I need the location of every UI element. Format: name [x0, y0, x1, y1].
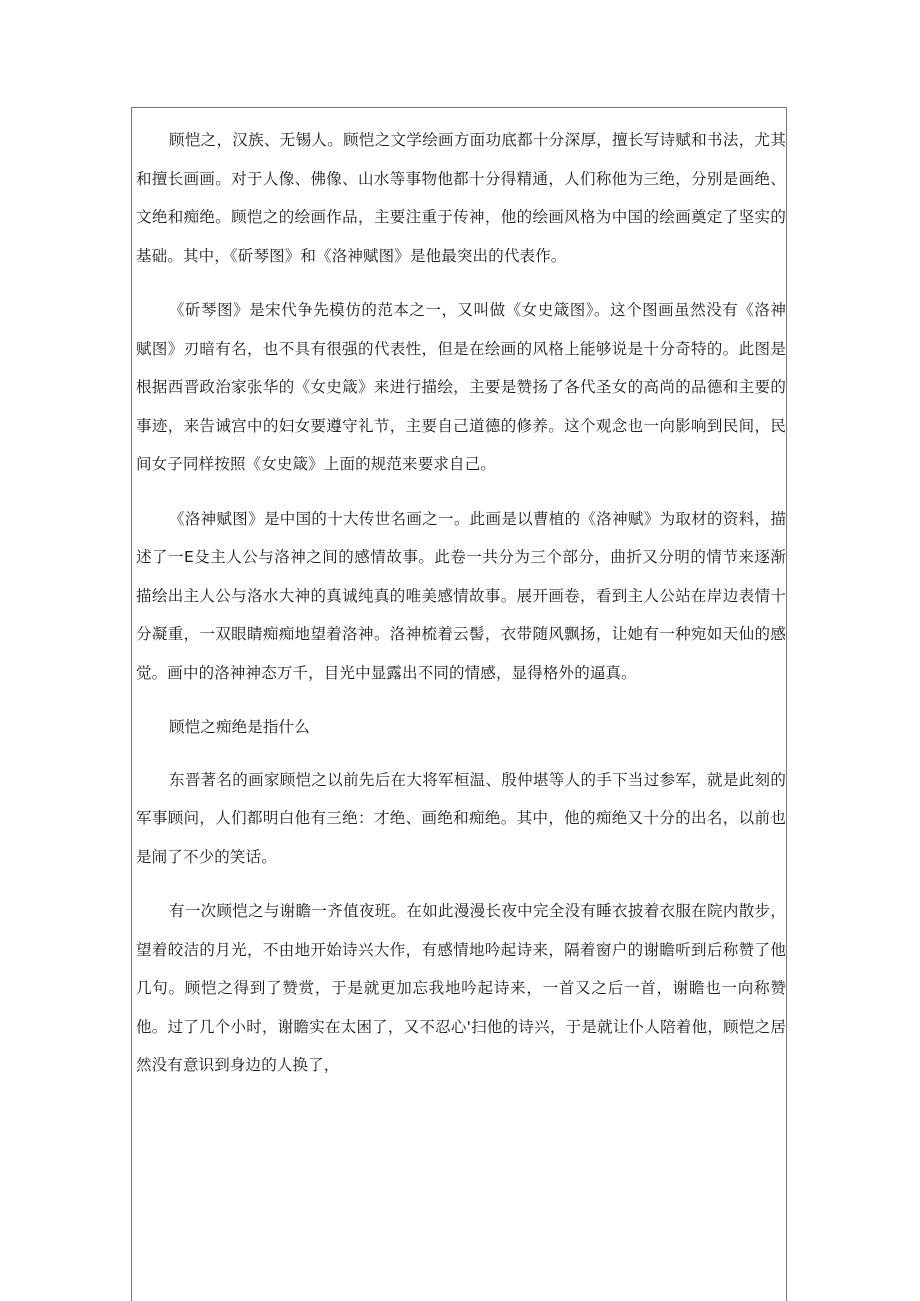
paragraph-night-duty-story: 有一次顾恺之与谢瞻一齐值夜班。在如此漫漫长夜中完全没有睡衣披着衣服在院内散步，望着皎洁的月光，不由地开始诗兴大作，有感情地吟起诗来，隔着窗户的谢瞻听到后称赞了他几句。顾恺之得到了赞赏，于是就更加忘我地吟起诗来，一首又之后一首，谢瞻也一向称赞他。过了几个小时，谢瞻实在太困了，又不忍心'扫他的诗兴，于是就让仆人陪着他，顾恺之居然没有意识到身边的人换了， — [136, 902, 786, 1074]
document-body — [136, 121, 786, 1101]
section-heading: 顾恺之痴绝是指什么 — [169, 718, 310, 736]
paragraph-intro: 顾恺之，汉族、无锡人。顾恺之文学绘画方面功底都十分深厚，擅长写诗赋和书法，尤其和擅长画画。对于人像、佛像、山水等事物他都十分得精通，人们称他为三绝，分别是画绝、文绝和痴绝。顾恺之的绘画作品，主要注重于传神，他的绘画风格为中国的绘画奠定了坚实的基础。其中，《斫琴图》和《洛神赋图》是他最突出的代表作。 — [136, 131, 786, 265]
paragraph-three-excellences: 东晋著名的画家顾恺之以前先后在大将军桓温、殷仲堪等人的手下当过参军，就是此刻的军事顾问，人们都明白他有三绝：才绝、画绝和痴绝。其中，他的痴绝又十分的出名，以前也是闹了不少的笑话。 — [136, 770, 786, 866]
paragraph-zhuoqin-tu: 《斫琴图》是宋代争先模仿的范本之一，又叫做《女史箴图》。这个图画虽然没有《洛神赋图》刃暗有名，也不具有很强的代表性，但是在绘画的风格上能够说是十分奇特的。此图是根据西晋政治家张华的《女史箴》来进行描绘，主要是赞扬了各代圣女的高尚的品德和主要的事迹，来告诫宫中的妇女要遵守礼节，主要自己道德的修养。这个观念也一向影响到民间，民间女子同样按照《女史箴》上面的规范来要求自己。 — [136, 301, 786, 473]
paragraph-luoshen-fu-tu: 《洛神赋图》是中国的十大传世名画之一。此画是以曹植的《洛神赋》为取材的资料，描述了一E殳主人公与洛神之间的感情故事。此卷一共分为三个部分，曲折又分明的情节来逐渐描绘出主人公与洛水大神的真诚纯真的唯美感情故事。展开画卷，看到主人公站在岸边表情十分凝重，一双眼睛痴痴地望着洛神。洛神梳着云髻，衣带随风飘扬，让她有一种宛如天仙的感觉。画中的洛神神态万千，目光中显露出不同的情感，显得格外的逼真。 — [136, 509, 786, 682]
